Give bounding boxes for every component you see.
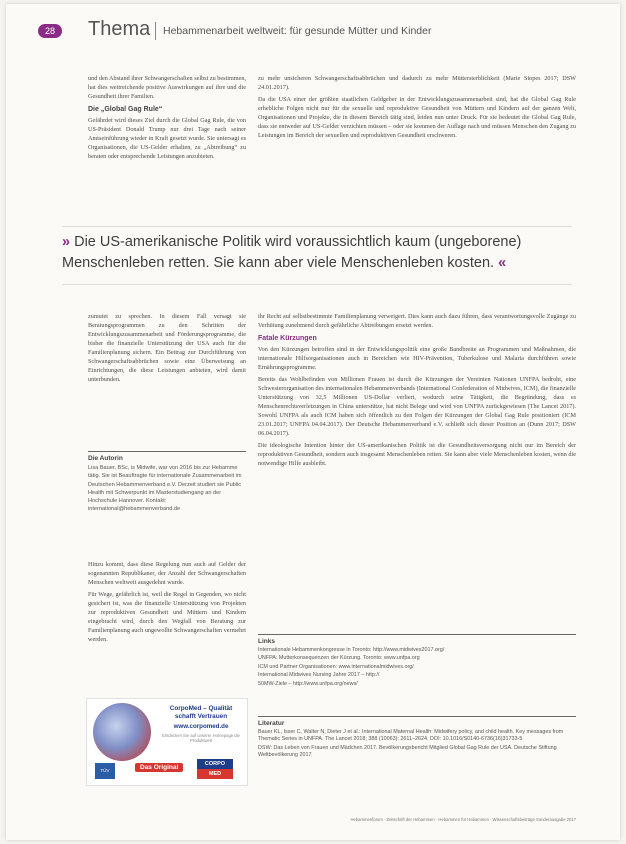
link-item[interactable]: International Midwives Nursing Jahre 2017 – http:// <box>258 672 380 679</box>
paragraph: ihr Recht auf selbstbestimmte Familienplanung verweigert. Dies kann auch dazu führen, dass verantwortungsvolle Zugänge zu Verhütung zunehmend durch gefährliche Abtreibungen ersetzt werden. <box>258 313 576 329</box>
pullquote <box>62 232 572 274</box>
subheading: Die „Global Gag Rule“ <box>88 106 163 113</box>
corpomed-logo <box>197 759 233 779</box>
product-image <box>93 703 151 761</box>
paragraph: Da die USA einer der größten staatlichen Geldgeber in der Entwicklungszusammenarbeit sind, hat die Global Gag Rule erhebliche Folgen nicht nur für die sexuelle und reproduktive Gesundheit von Müttern und Kindern auf der ganzen Welt, Organisationen und Projekte, die in diesem Bereich tätig sind, leiden nun unter Druck. Für sie bedeutet die Global Gag Rule, dass sie entweder auf US-Gelder verzichten müssen – oder sie kommen der Auflage nach und müssen Menschen den Zugang zu Leistungen im Bereich der sexuellen und reproduktiven Gesundheit erschweren. <box>258 96 576 139</box>
quote-close-mark: « <box>498 255 507 271</box>
paragraph: Bereits das Wohlbefinden von Millionen Frauen ist durch die Kürzungen der Vereinten Nationen UNFPA bedroht, eine Schwesterorganisation des internationalen Hebammenverbands (International Confederation of Midwives, ICM), die finanzielle Unterstützung von 32,5 Millionen US-Dollar verliert, wodurch seine Tätigkeit, die Begründung, dass es Menschenrechtsverletzungen in China unterstütze, hat nicht Belege und wird von UNFPA zurückgewiesen (The Lancet 2017). Sowohl UNFPA als auch ICM haben sich öffentlich zu den Folgen der Kürzungen der Global Gag Rule positioniert (ICM 23.01.2017; UNFPA 04.04.2017). Der Deutsche Hebammenverband e.V. schließt sich dieser Position an (Dunn 2017; DSW 06.04.2017). <box>258 376 576 437</box>
pullquote-rule-top <box>62 226 572 227</box>
page-number-badge: 28 <box>38 24 62 38</box>
ad-original-badge: Das Original <box>135 763 183 772</box>
author-title: Die Autorin <box>88 455 123 462</box>
section-subtitle: Hebammenarbeit weltweit: für gesunde Mütter und Kinder <box>163 25 432 37</box>
page-footer: Hebammenforum · Zeitschrift der Hebammen · Hebammen für Hebammen · Wissenschaftsbeiträge Sonderausgabe 2017 <box>350 817 576 822</box>
literature-title: Literatur <box>258 720 285 727</box>
paragraph: Die ideologische Intention hinter der US-amerikanischen Politik ist die Gesundheitsversorgung nicht nur im Bereich der reproduktiven Gesundheit, sondern auch insgesamt Menschenleben retten. Sie kann aber viele Menschenleben kosten, wenn die notwendige Hilfe ausbleibt. <box>258 442 576 467</box>
logo-bottom-text: MED <box>197 769 233 779</box>
paragraph: zu mehr unsicheren Schwangerschaftsabbrüchen und dadurch zu mehr Müttersterblichkeit (Marie Stopes 2017; DSW 24.01.2017). <box>258 75 576 91</box>
author-text: Lisa Bauer, BSc, is Midwife, war von 2016 bis zur Hebamme tätig. Sie ist Beauftragte für internationale Zusammenarbeit im Deutschen Hebammenverband e.V. Derzeit studiert sie Public Health mit Schwerpunkt im Masterstudiengang an der Hochschule Hannover. Kontakt: international@hebammenverband.de <box>88 465 242 513</box>
paragraph: Hinzu kommt, dass diese Regelung nun auch auf Gelder der sogenannten Republikaner, der Anzahl der Schwangerschaften Menschen weltweit ausgedehnt wurde. <box>88 561 246 586</box>
article-column-mid-right <box>258 312 576 471</box>
article-column-top-right <box>258 74 576 143</box>
literature-item: Bauer KL, Isser C, Walter N, Dieter J et al.: International Maternal Health: Midwifery policy, and child health. Key messages from Thematic Series in UNFPA. The Lancet 2018; 388 (10063): 2611–2624. DOI: 10.1016/S0140-6736(16)31733-5 <box>258 728 564 743</box>
subheading-fatale-kuerzungen: Fatale Kürzungen <box>258 335 317 342</box>
literature-box <box>258 716 576 761</box>
link-item[interactable]: ICM und Partner Organisationen: www.internationalmidwives.org/ <box>258 663 414 670</box>
paragraph: Für Wege, gefährlich ist, weil die Regel in Gegenden, wo nicht gesichert ist, was die finanzielle Unterstützung von Projekten zur reproduktiven Gesundheit und Müttern und Kindern eingebracht wird, durch den Wegfall von Beratung zur Familienplanung auch ungewollte Schwangerschaften vermehrt werden. <box>88 591 246 643</box>
tuv-seal-icon: TÜV <box>95 763 115 779</box>
paragraph: zumutet zu sprechen. In diesem Fall versagt sie Beratungsprogrammen zu den Schritten der Entwicklungszusammenarbeit und Förderungsprogramme, die bisher die finanzielle Unterstützung der USA auch für die Familienplanung sichern. Ein Beitrag zur Durchführung von Schwangerschaftsabbrüchen sowie eine Überweisung an Einrichtungen, die diese Leistungen anbieten, wird damit unterbunden. <box>88 313 246 383</box>
link-item[interactable]: 50MW-Ziele – http://www.unfpa.org/news/ <box>258 680 358 687</box>
link-item[interactable]: Internationale Hebammenkongresse in Toronto: http://www.midwives2017.org/ <box>258 646 445 653</box>
paragraph: Gefährdet wird dieses Ziel durch die Global Gag Rule, die von US-Präsident Donald Trump nur drei Tage nach seiner Amtseinführung wieder in Kraft gesetzt wurde. Sie untersagt es Organisationen, die US-Gelder erhalten, zu „Abtreibung“ zu beraten oder entsprechende Leistungen anzubieten. <box>88 117 246 160</box>
literature-item: DSW: Das Leben von Frauen und Mädchen 2017. Bevölkerungsbericht Mitglied Global Gag Rule der USA. Deutsche Stiftung Weltbevölkerung 2017 <box>258 744 557 759</box>
links-title: Links <box>258 638 275 645</box>
logo-top-text: CORPO <box>204 761 226 767</box>
ad-headline: CorpoMed – Qualität schafft Vertrauen <box>169 705 233 720</box>
links-box <box>258 634 576 690</box>
pullquote-text: Die US-amerikanische Politik wird voraussichtlich kaum (ungeborene) Menschenleben retten. Sie kann aber viele Menschenleben kosten. <box>62 234 522 271</box>
paragraph: Von den Kürzungen betroffen sind in der Entwicklungspolitik eine große Bandbreite an Programmen und Maßnahmen, die internationale Hilfsorganisationen auch in Bereichen wie HIV-Prävention, Tuberkulose und Malaria durchführen sowie Ernährungsprogramme. <box>258 346 576 371</box>
link-item[interactable]: UNFPA: Mutterkonsequenzen der Kürzung. Toronto: www.unfpa.org <box>258 655 420 662</box>
pullquote-rule-bottom <box>62 284 572 285</box>
article-column-top-left <box>88 74 246 164</box>
corpomed-advertisement[interactable] <box>86 698 248 786</box>
section-title: Thema <box>88 18 151 40</box>
header-divider <box>155 22 156 40</box>
ad-smallprint: Entdecken Sie auf unserer Homepage die Produktwelt <box>162 733 240 743</box>
author-box <box>88 451 246 513</box>
paragraph: und den Abstand ihrer Schwangerschaften selbst zu bestimmen, hat dies weitreichende positive Auswirkungen auf ihre und die Gesundheit ihrer Familien. <box>88 75 246 100</box>
ad-url[interactable]: www.corpomed.de <box>173 723 229 730</box>
quote-open-mark: » <box>62 234 71 250</box>
article-column-bottom-left <box>88 560 246 647</box>
article-column-mid-left <box>88 312 246 387</box>
